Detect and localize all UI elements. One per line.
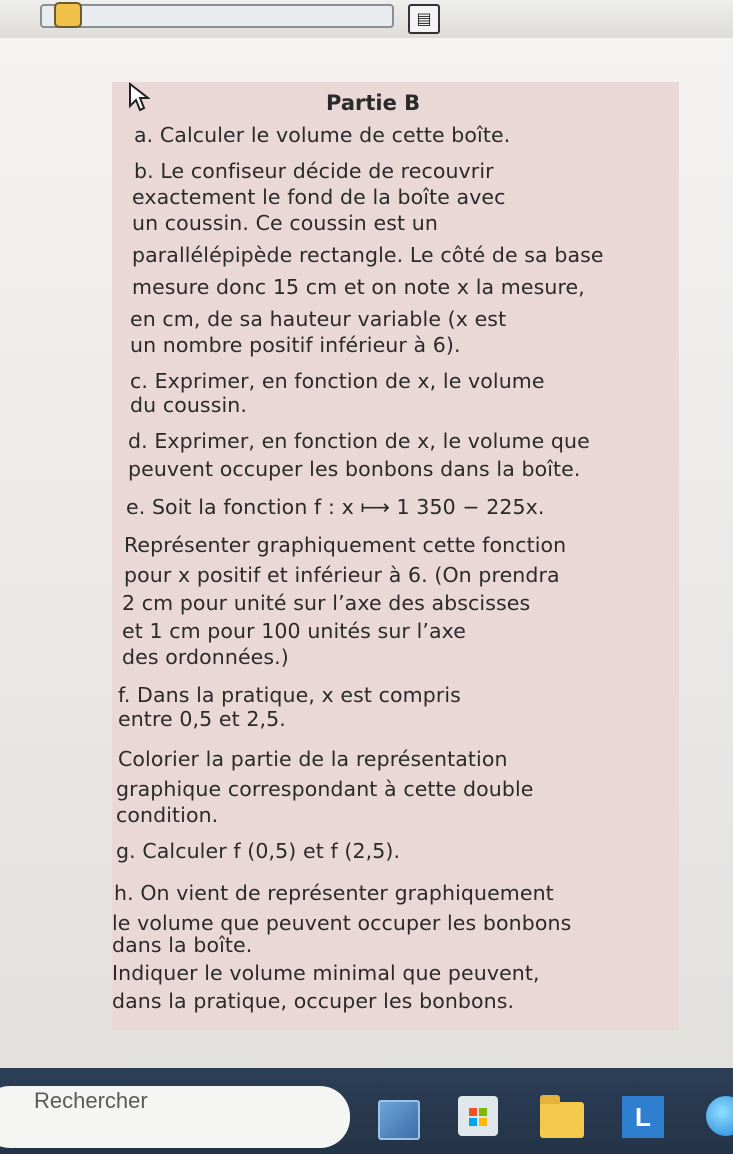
line-g: g. Calculer f (0,5) et f (2,5). [116,839,401,863]
line-c2: du coussin. [130,393,247,417]
line-e1: e. Soit la fonction f : x ⟼ 1 350 − 225x. [126,495,545,519]
search-input[interactable]: Rechercher [34,1088,148,1113]
line-b3: un coussin. Ce coussin est un [132,211,438,235]
line-b2: exactement le fond de la boîte avec [132,185,506,209]
line-h4: Indiquer le volume minimal que peuvent, [112,961,540,985]
line-d1: d. Exprimer, en fonction de x, le volume que [128,429,590,453]
line-f5: condition. [116,803,219,827]
edge-icon[interactable] [706,1096,733,1136]
store-icon[interactable] [458,1096,498,1136]
line-c1: c. Exprimer, en fonction de x, le volume [130,369,545,393]
line-e6: des ordonnées.) [122,645,289,669]
line-h5: dans la pratique, occuper les bonbons. [112,989,515,1013]
exercise-title: Partie B [326,91,421,115]
desktop-icon[interactable] [378,1100,420,1140]
taskbar [0,1068,733,1154]
line-f1: f. Dans la pratique, x est compris [118,683,461,707]
l-app-icon[interactable]: L [622,1096,664,1138]
folder-icon[interactable] [540,1102,584,1138]
line-h1: h. On vient de représenter graphiquement [114,881,554,905]
line-b7: un nombre positif inférieur à 6). [130,333,461,357]
line-b4: parallélépipède rectangle. Le côté de sa base [132,243,604,267]
line-e4: 2 cm pour unité sur l’axe des abscisses [122,591,531,615]
line-b6: en cm, de sa hauteur variable (x est [130,307,507,331]
line-f3: Colorier la partie de la représentation [118,747,508,771]
line-e5: et 1 cm pour 100 unités sur l’axe [122,619,466,643]
line-e2: Représenter graphiquement cette fonction [124,533,567,557]
line-e3: pour x positif et inférieur à 6. (On prendra [124,563,560,587]
line-h3: dans la boîte. [112,933,253,957]
line-f2: entre 0,5 et 2,5. [118,707,286,731]
line-f4: graphique correspondant à cette double [116,777,534,801]
line-b5: mesure donc 15 cm et on note x la mesure, [132,275,585,299]
line-a: a. Calculer le volume de cette boîte. [134,123,511,147]
line-b1: b. Le confiseur décide de recouvrir [134,159,494,183]
document-icon[interactable]: ▤ [408,4,440,34]
line-d2: peuvent occuper les bonbons dans la boîte. [128,457,581,481]
line-h2: le volume que peuvent occuper les bonbons [112,911,572,935]
